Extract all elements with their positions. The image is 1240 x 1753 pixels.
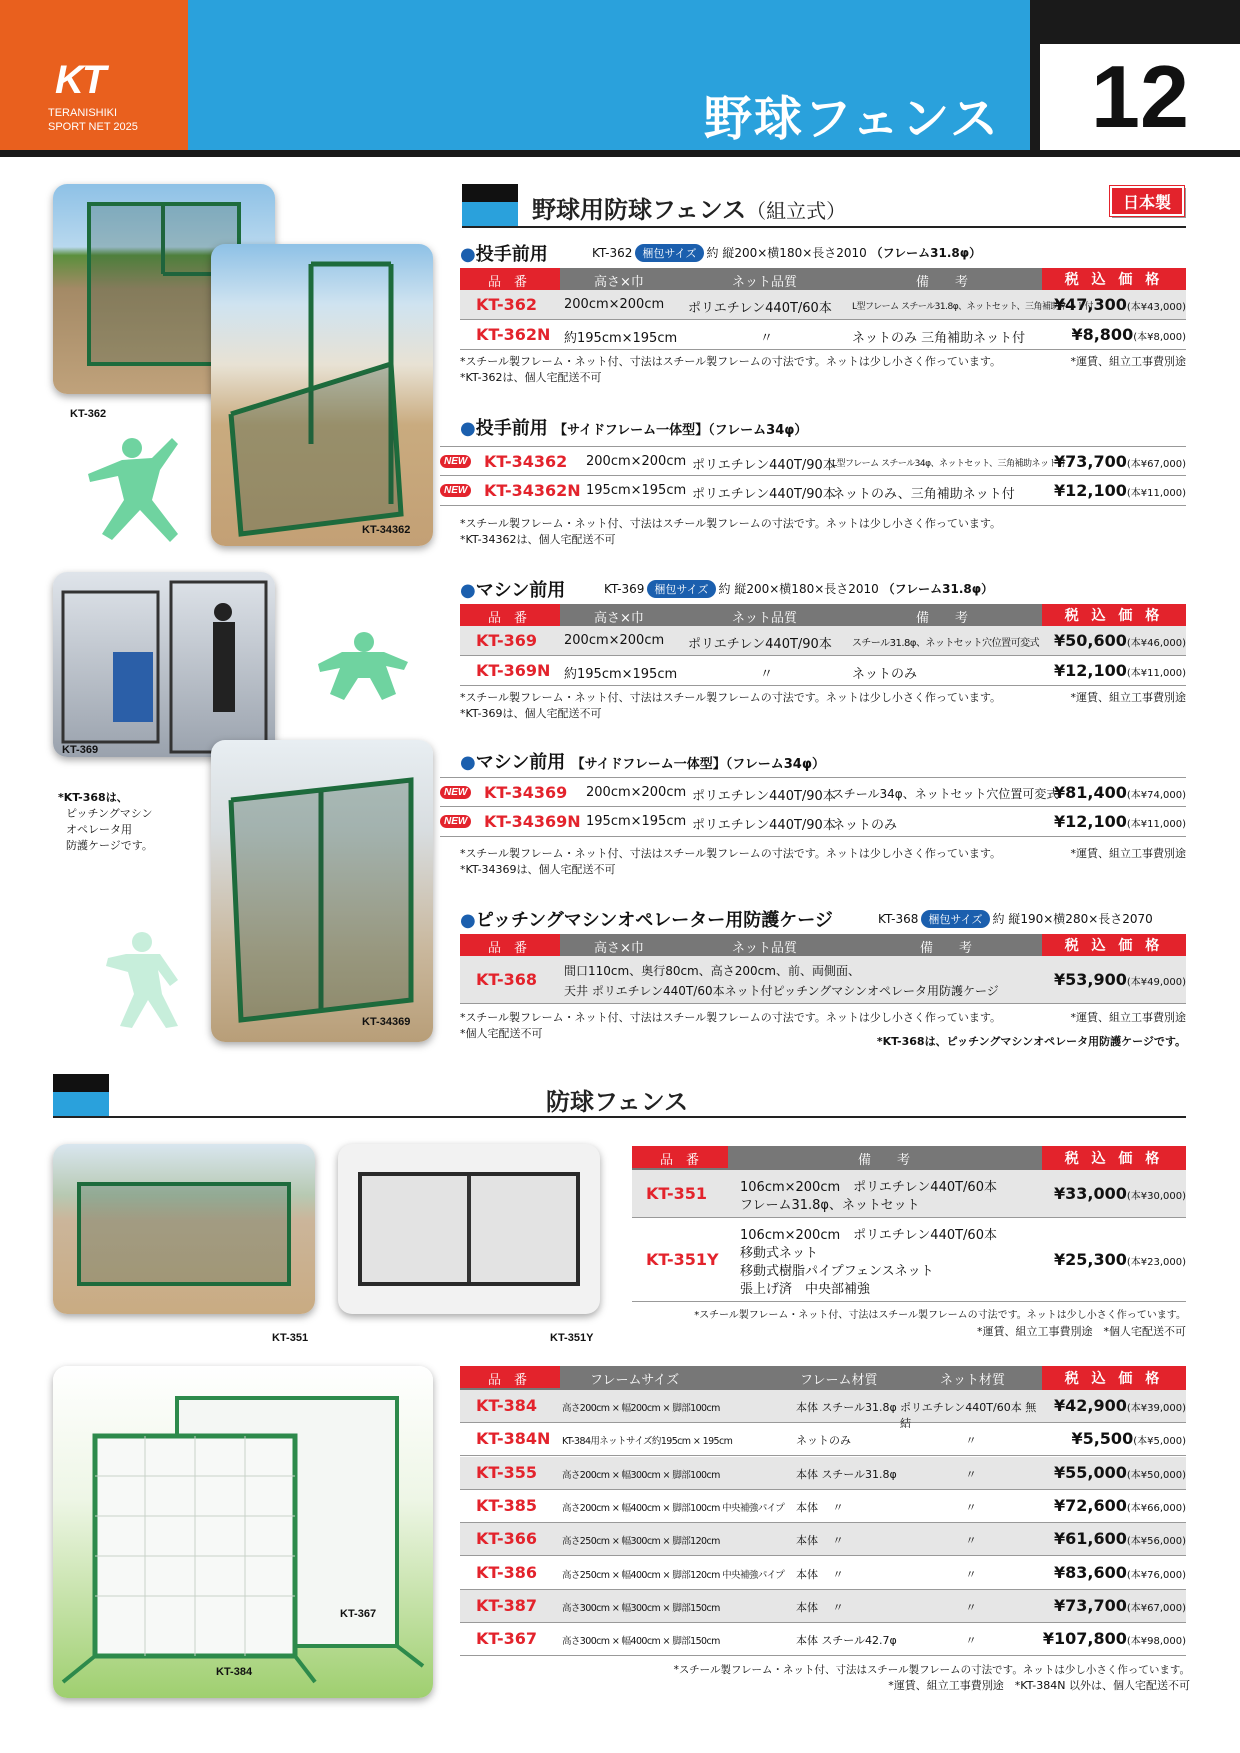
net-material: 〃 [965,1634,977,1648]
pitcher-subtitle: ●投手前用 [460,244,548,265]
fence2-table-header: 品 番 フレームサイズ フレーム材質 ネット材質 税 込 価 格 [460,1366,1186,1390]
section2-title: 防球フェンス [546,1088,689,1116]
caption-kt-384: KT-384 [216,1666,253,1678]
price: ¥61,600(本¥56,000) [1053,1529,1186,1549]
pitcher-table-header: 品 番 高さ×巾 ネット品質 備 考 税 込 価 格 [460,268,1186,290]
product-code: KT-366 [476,1529,537,1549]
photo-kt-351y [338,1144,600,1314]
photo-kt-351 [53,1144,315,1314]
table-row [460,1390,1186,1430]
made-in-japan-badge: 日本製 [1110,186,1184,216]
frame-size: 高さ300cm × 幅300cm × 脚部150cm [562,1602,720,1614]
product-code: KT-367 [476,1629,537,1649]
pitcher-notes: *スチール製フレーム・ネット付、寸法はスチール製フレームの寸法です。ネットは少し小さく作っています。 *KT-362は、個人宅配送不可 *運賃、組立工事費別途 [460,355,1186,384]
table-row: KT-362 200cm×200cm ポリエチレン440T/60本 L型フレーム スチール31.8φ、ネットセット、三角補助ネット付 ¥47,300(本¥43,000) [460,290,1186,320]
photo-kt-384-kt-367 [53,1366,433,1698]
machine-side-subtitle: ●マシン前用 【サイドフレーム一体型】（フレーム34φ） [460,752,825,773]
fence2-notes: *スチール製フレーム・ネット付、寸法はスチール製フレームの寸法です。ネットは少し小さく作っています。 *運賃、組立工事費別途 *KT-384N 以外は、個人宅配送不可 [673,1664,1190,1692]
frame-material: 本体 スチール31.8φ [796,1467,897,1481]
fence-illustration [53,1366,433,1698]
net-material: ポリエチレン440T/60本 無結 [900,1401,1037,1430]
photo-kt-369 [53,572,275,757]
page-number: 12 [1040,44,1240,150]
side-note: *KT-368は、 ピッチングマシン オペレータ用 防護ケージです。 [58,791,153,852]
caption-kt-351: KT-351 [272,1332,309,1344]
frame-size: 高さ200cm × 幅400cm × 脚部100cm 中央補強パイプ [562,1502,785,1514]
pitcher-side-subtitle: ●投手前用 【サイドフレーム一体型】（フレーム34φ） [460,418,808,439]
price: ¥107,800(本¥98,000) [1042,1629,1186,1649]
section2-rule [53,1116,1186,1118]
pitcher-silhouette-icon [82,430,192,550]
frame-material: 本体 〃 [796,1600,844,1614]
table-row: KT-351Y 106cm×200cm ポリエチレン440T/60本 移動式ネット 移動式樹脂パイプフェンスネット 張上げ済 中央部補強 ¥25,300(本¥23,000) [632,1218,1186,1302]
machine-side-notes: *スチール製フレーム・ネット付、寸法はスチール製フレームの寸法です。ネットは少し小さく作っています。 *KT-34369は、個人宅配送不可 *運賃、組立工事費別途 [460,847,1186,876]
section1-title: 野球用防球フェンス（組立式） [532,196,847,224]
product-code: KT-355 [476,1462,537,1482]
caption-kt-34369: KT-34369 [362,1016,411,1028]
section-marker [462,184,518,228]
product-code: KT-385 [476,1495,537,1515]
product-code: KT-386 [476,1562,537,1582]
net-material: 〃 [965,1600,977,1614]
fence-illustration [338,1144,600,1314]
table-row: KT-369N 約195cm×195cm 〃 ネットのみ ¥12,100(本¥11,000) [460,656,1186,686]
frame-size: 高さ200cm × 幅300cm × 脚部100cm [562,1469,720,1481]
table-row [460,1457,1186,1490]
fielder-silhouette-icon [98,930,188,1030]
net-material: 〃 [965,1567,977,1581]
cage-pack-spec: KT-368 梱包サイズ 約 縦190×横280×長さ2070 [878,912,1153,926]
net-material: 〃 [965,1434,977,1448]
table-row: NEW KT-34369 200cm×200cm ポリエチレン440T/90本 スチール34φ、ネットセット穴位置可変式 ¥81,400(本¥74,000) [440,777,1186,807]
price: ¥73,700(本¥67,000) [1053,1595,1186,1615]
net-material: 〃 [965,1534,977,1548]
cage-subtitle: ●ピッチングマシンオペレーター用防護ケージ [460,910,833,931]
table-row [460,1557,1186,1590]
frame-size: 高さ200cm × 幅200cm × 脚部100cm [562,1403,720,1414]
caption-kt-367: KT-367 [340,1608,377,1620]
table-row: NEW KT-34369N 195cm×195cm ポリエチレン440T/90本 ネットのみ ¥12,100(本¥11,000) [440,807,1186,837]
table-row: KT-369 200cm×200cm ポリエチレン440T/90本 スチール31.8φ、ネットセット穴位置可変式 ¥50,600(本¥46,000) [460,626,1186,656]
product-code: KT-384N [476,1429,551,1449]
cage-illustration [53,572,275,757]
fence-illustration [211,244,433,546]
photo-kt-34362 [211,244,433,546]
brand-subtitle: TERANISHIKI SPORT NET 2025 [48,107,138,133]
caption-kt-362: KT-362 [70,408,107,420]
catcher-silhouette-icon [312,628,422,708]
frame-material: 本体 〃 [796,1500,844,1514]
section1-rule [462,226,1186,228]
product-code: KT-387 [476,1595,537,1615]
header-rule [0,150,1240,157]
frame-material: 本体 〃 [796,1567,844,1581]
machine-subtitle: ●マシン前用 [460,580,566,601]
fence1-notes: *スチール製フレーム・ネット付、寸法はスチール製フレームの寸法です。ネットは少し小さく作っています。 *運賃、組立工事費別途 *個人宅配送不可 [694,1310,1186,1338]
photo-kt-34369 [211,740,433,1042]
caption-kt-351y: KT-351Y [550,1332,594,1344]
caption-kt-369: KT-369 [62,744,99,756]
section-marker [53,1074,109,1118]
price: ¥72,600(本¥66,000) [1053,1495,1186,1515]
table-row [460,1623,1186,1656]
table-row: NEW KT-34362 200cm×200cm ポリエチレン440T/90本 L型フレーム スチール34φ、ネットセット、三角補助ネット付 ¥73,700(本¥67,000) [440,446,1186,476]
table-row: KT-362N 約195cm×195cm 〃 ネットのみ 三角補助ネット付 ¥8,800(本¥8,000) [460,320,1186,350]
caption-kt-34362: KT-34362 [362,524,411,536]
product-code: KT-384 [476,1396,537,1415]
frame-material: ネットのみ [796,1434,851,1448]
page-title: 野球フェンス [703,91,1000,147]
table-row [460,1423,1186,1456]
cage-notes: *スチール製フレーム・ネット付、寸法はスチール製フレームの寸法です。ネットは少し小さく作っています。 *個人宅配送不可 *運賃、組立工事費別途 *KT-368は、ピッチングマシンオペレータ用防護ケージです。 [460,1011,1186,1048]
frame-size: KT-384用ネットサイズ約195cm × 195cm [562,1436,733,1448]
frame-material: 本体 スチール42.7φ [796,1634,897,1648]
frame-material: 本体 〃 [796,1534,844,1548]
table-row [460,1490,1186,1523]
price: ¥83,600(本¥76,000) [1053,1562,1186,1582]
machine-notes: *スチール製フレーム・ネット付、寸法はスチール製フレームの寸法です。ネットは少し小さく作っています。 *KT-369は、個人宅配送不可 *運賃、組立工事費別途 [460,691,1186,720]
machine-pack-spec: KT-369 梱包サイズ 約 縦200×横180×長さ2010 （フレーム31.8φ） [604,582,994,596]
fence1-table-header: 品 番 備 考 税 込 価 格 [632,1146,1186,1170]
net-material: 〃 [965,1467,977,1481]
price: ¥55,000(本¥50,000) [1053,1462,1186,1482]
pitcher-pack-spec: KT-362 梱包サイズ 約 縦200×横180×長さ2010 （フレーム31.8φ） [592,246,982,260]
price: ¥42,900(本¥39,000) [1053,1396,1186,1415]
table-row [460,1523,1186,1556]
frame-material: 本体 スチール31.8φ [796,1401,897,1414]
table-row: NEW KT-34362N 195cm×195cm ポリエチレン440T/90本 ネットのみ、三角補助ネット付 ¥12,100(本¥11,000) [440,476,1186,506]
table-row: KT-351 106cm×200cm ポリエチレン440T/60本 フレーム31.8φ、ネットセット ¥33,000(本¥30,000) [632,1170,1186,1218]
table-row [460,1590,1186,1623]
table-row: KT-368 間口110cm、奥行80cm、高さ200cm、前、両側面、 天井 ポリエチレン440T/60本ネット付ピッチングマシンオペレータ用防護ケージ ¥53,900(本¥49,000) [460,956,1186,1004]
frame-size: 高さ250cm × 幅300cm × 脚部120cm [562,1536,720,1548]
price: ¥5,500(本¥5,000) [1071,1429,1186,1449]
pitcher-side-notes: *スチール製フレーム・ネット付、寸法はスチール製フレームの寸法です。ネットは少し小さく作っています。 *KT-34362は、個人宅配送不可 [460,517,1001,546]
net-material: 〃 [965,1500,977,1514]
machine-table-header: 品 番 高さ×巾 ネット品質 備 考 税 込 価 格 [460,604,1186,626]
fence-illustration [211,740,433,1042]
cage-table-header: 品 番 高さ×巾 ネット品質 備 考 税 込 価 格 [460,934,1186,956]
frame-size: 高さ250cm × 幅400cm × 脚部120cm 中央補強パイプ [562,1569,785,1581]
brand-logo: KT [55,58,105,102]
frame-size: 高さ300cm × 幅400cm × 脚部150cm [562,1636,720,1648]
fence-illustration [53,1144,315,1314]
